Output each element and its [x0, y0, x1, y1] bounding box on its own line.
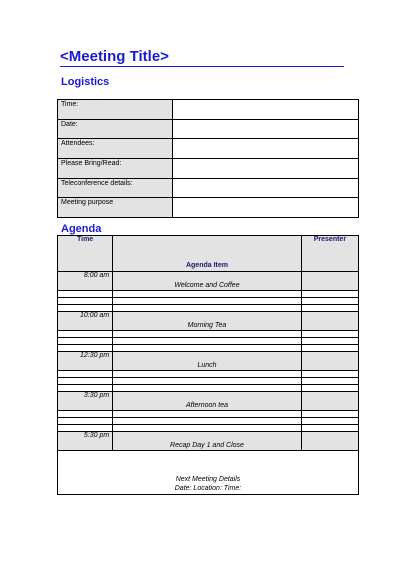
logistics-value-cell[interactable]	[173, 100, 359, 120]
agenda-cell[interactable]	[58, 425, 113, 432]
agenda-blank-row	[58, 345, 359, 352]
logistics-row	[58, 159, 359, 179]
logistics-label: Time:	[58, 100, 173, 120]
agenda-blank-row	[58, 331, 359, 338]
agenda-cell[interactable]	[301, 385, 358, 392]
agenda-blank-row	[58, 305, 359, 312]
agenda-cell[interactable]	[301, 305, 358, 312]
agenda-cell[interactable]	[113, 418, 302, 425]
agenda-cell[interactable]	[58, 418, 113, 425]
agenda-presenter-cell[interactable]	[301, 432, 358, 451]
agenda-presenter-cell[interactable]	[301, 352, 358, 371]
agenda-event-item: Afternoon tea	[113, 392, 302, 411]
agenda-event-item: Recap Day 1 and Close	[113, 432, 302, 451]
next-meeting-cell[interactable]	[58, 451, 359, 495]
agenda-event-row	[58, 352, 359, 371]
agenda-cell[interactable]	[58, 371, 113, 378]
agenda-event-row	[58, 392, 359, 411]
agenda-cell[interactable]	[113, 378, 302, 385]
agenda-cell[interactable]	[58, 291, 113, 298]
agenda-table	[57, 235, 359, 495]
agenda-blank-row	[58, 298, 359, 305]
agenda-time-header: Time	[58, 236, 113, 272]
logistics-value-cell[interactable]	[173, 119, 359, 139]
agenda-cell[interactable]	[113, 345, 302, 352]
agenda-cell[interactable]	[301, 338, 358, 345]
logistics-label: Please Bring/Read:	[58, 159, 173, 179]
agenda-blank-row	[58, 378, 359, 385]
agenda-cell[interactable]	[113, 298, 302, 305]
agenda-cell[interactable]	[58, 338, 113, 345]
logistics-row	[58, 198, 359, 218]
agenda-header-row	[58, 236, 359, 272]
agenda-blank-row	[58, 371, 359, 378]
agenda-event-time: 5:30 pm	[58, 432, 113, 451]
agenda-cell[interactable]	[301, 411, 358, 418]
next-meeting-fields: Date: Location: Time:	[174, 485, 242, 492]
next-meeting-row	[58, 451, 359, 495]
agenda-cell[interactable]	[301, 418, 358, 425]
agenda-presenter-cell[interactable]	[301, 392, 358, 411]
agenda-cell[interactable]	[301, 378, 358, 385]
agenda-event-item: Welcome and Coffee	[113, 272, 302, 291]
agenda-cell[interactable]	[58, 411, 113, 418]
logistics-label: Attendees:	[58, 139, 173, 159]
logistics-value-cell[interactable]	[173, 198, 359, 218]
logistics-row	[58, 139, 359, 159]
agenda-cell[interactable]	[301, 291, 358, 298]
logistics-row	[58, 100, 359, 120]
agenda-cell[interactable]	[113, 338, 302, 345]
agenda-blank-row	[58, 411, 359, 418]
agenda-cell[interactable]	[113, 331, 302, 338]
agenda-event-row	[58, 432, 359, 451]
agenda-cell[interactable]	[113, 305, 302, 312]
logistics-label: Meeting purpose	[58, 198, 173, 218]
agenda-item-header: Agenda Item	[113, 236, 302, 272]
agenda-cell[interactable]	[58, 331, 113, 338]
agenda-event-item: Morning Tea	[113, 312, 302, 331]
agenda-cell[interactable]	[113, 411, 302, 418]
agenda-cell[interactable]	[301, 345, 358, 352]
agenda-blank-row	[58, 291, 359, 298]
agenda-cell[interactable]	[58, 378, 113, 385]
logistics-row	[58, 178, 359, 198]
agenda-event-row	[58, 312, 359, 331]
logistics-label: Teleconference details:	[58, 178, 173, 198]
logistics-table	[57, 99, 359, 218]
agenda-cell[interactable]	[58, 385, 113, 392]
agenda-event-time: 3:30 pm	[58, 392, 113, 411]
agenda-cell[interactable]	[58, 345, 113, 352]
agenda-heading: Agenda	[61, 223, 102, 235]
logistics-value-cell[interactable]	[173, 159, 359, 179]
agenda-blank-row	[58, 385, 359, 392]
agenda-cell[interactable]	[113, 385, 302, 392]
logistics-label: Date:	[58, 119, 173, 139]
agenda-cell[interactable]	[58, 305, 113, 312]
agenda-cell[interactable]	[301, 298, 358, 305]
agenda-cell[interactable]	[301, 371, 358, 378]
agenda-cell[interactable]	[58, 298, 113, 305]
agenda-blank-row	[58, 338, 359, 345]
logistics-heading: Logistics	[61, 76, 110, 88]
agenda-presenter-cell[interactable]	[301, 312, 358, 331]
agenda-event-time: 8:00 am	[58, 272, 113, 291]
agenda-blank-row	[58, 425, 359, 432]
agenda-cell[interactable]	[113, 425, 302, 432]
agenda-cell[interactable]	[113, 291, 302, 298]
meeting-title: <Meeting Title>	[60, 48, 344, 67]
agenda-event-time: 12:30 pm	[58, 352, 113, 371]
agenda-cell[interactable]	[113, 371, 302, 378]
logistics-value-cell[interactable]	[173, 139, 359, 159]
agenda-cell[interactable]	[301, 331, 358, 338]
agenda-event-time: 10:00 am	[58, 312, 113, 331]
agenda-event-item: Lunch	[113, 352, 302, 371]
logistics-row	[58, 119, 359, 139]
next-meeting-title: Next Meeting Details	[175, 476, 241, 483]
agenda-presenter-header: Presenter	[301, 236, 358, 272]
logistics-value-cell[interactable]	[173, 178, 359, 198]
agenda-blank-row	[58, 418, 359, 425]
agenda-event-row	[58, 272, 359, 291]
agenda-cell[interactable]	[301, 425, 358, 432]
agenda-presenter-cell[interactable]	[301, 272, 358, 291]
